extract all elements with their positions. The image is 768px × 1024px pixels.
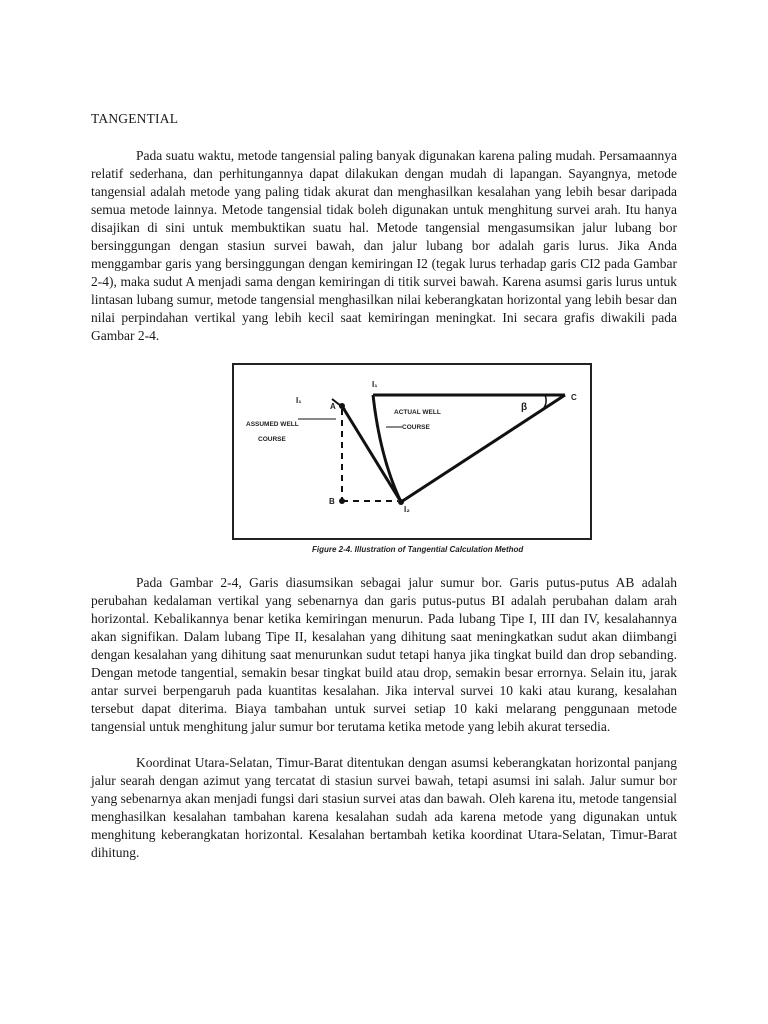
paragraph-figure-explanation: Pada Gambar 2-4, Garis diasumsikan sebagai jalur sumur bor. Garis putus-putus AB adalah perubahan kedalaman vertikal yang sebenarnya dan garis putus-putus BI adalah perubahan dalam arah horizontal. Kebalikannya benar ketika kemiringan menurun. Pada lubang Tipe I, III dan IV, kesalahannya akan signifikan. Dalam lubang Tipe II, kesalahan yang dihitung saat meningkatkan sudut akan diimbangi dengan kesalahan yang dihitung saat menurunkan sudut tetapi hanya jika tingkat build dan drop sebanding. Dengan metode tangential, semakin besar tingkat build atau drop, semakin besar errornya. Selain itu, jarak antar survei berpengaruh pada kuantitas kesalahan. Jika interval survei 10 kaki atau kurang, kesalahan tersebut dapat diterima. Biaya tambahan untuk survei setiap 10 kaki melarang penggunaan metode tangensial untuk menghitung jalur sumur bor terutama ketika metode yang lebih akurat tersedia. — [91, 575, 677, 734]
figure-2-4 — [232, 363, 592, 558]
point-b — [339, 498, 345, 504]
section-heading: TANGENTIAL — [91, 111, 179, 126]
paragraph-intro: Pada suatu waktu, metode tangensial paling banyak digunakan karena paling mudah. Persamaannya relatif sederhana, dan perhitungannya dapat dilakukan dengan mudah di lapangan. Sayangnya, metode tangensial adalah metode yang paling tidak akurat dan menghasilkan kesalahan yang lebih besar daripada semua metode lainnya. Metode tangensial tidak boleh digunakan untuk menghitung survei arah. Itu hanya disajikan di sini untuk membuktikan suatu hal. Metode tangensial mengasumsikan jalur lubang bor bersinggungan dengan stasiun survei bawah, dan jalur lubang bor adalah garis lurus. Jika Anda menggambar garis yang bersinggungan dengan kemiringan I2 (tegak lurus terhadap garis CI2 pada Gambar 2-4), maka sudut A menjadi sama dengan kemiringan di titik survei bawah. Karena asumsi garis lurus untuk lintasan lubang sumur, metode tangensial menghasilkan nilai keberangkatan horizontal yang lebih besar dan nilai perpindahan vertikal yang lebih kecil saat kemiringan meningkat. Ini secara grafis diwakili pada Gambar 2-4. — [91, 148, 677, 343]
tangential-diagram — [232, 363, 592, 558]
label-assumed-1: ASSUMED WELL — [246, 421, 299, 428]
label-actual-1: ACTUAL WELL — [394, 409, 441, 416]
label-assumed-2: COURSE — [258, 436, 286, 443]
label-c: C — [571, 393, 577, 402]
label-beta: β — [521, 402, 528, 413]
label-actual-2: COURSE — [402, 424, 430, 431]
figure-caption: Figure 2-4. Illustration of Tangential Calculation Method — [312, 545, 524, 554]
paragraph-coordinates: Koordinat Utara-Selatan, Timur-Barat ditentukan dengan asumsi keberangkatan horizontal panjang jalur searah dengan azimut yang tercatat di stasiun survei bawah, tetapi asumsi ini salah. Jalur sumur bor yang sebenarnya akan menjadi fungsi dari stasiun survei atas dan bawah. Oleh karena itu, metode tangensial menghasilkan kesalahan tambahan karena kesalahan sudah ada karena metode yang digunakan untuk menghitung keberangkatan horizontal. Kesalahan bertambah ketika koordinat Utara-Selatan, Timur-Barat dihitung. — [91, 755, 677, 860]
label-b: B — [329, 497, 335, 506]
label-i2: I₂ — [404, 505, 410, 514]
label-i1: I₁ — [372, 380, 378, 389]
label-a: A — [330, 402, 336, 411]
figure-frame — [233, 364, 591, 539]
label-i0: I₁ — [296, 396, 302, 405]
point-a — [339, 403, 345, 409]
